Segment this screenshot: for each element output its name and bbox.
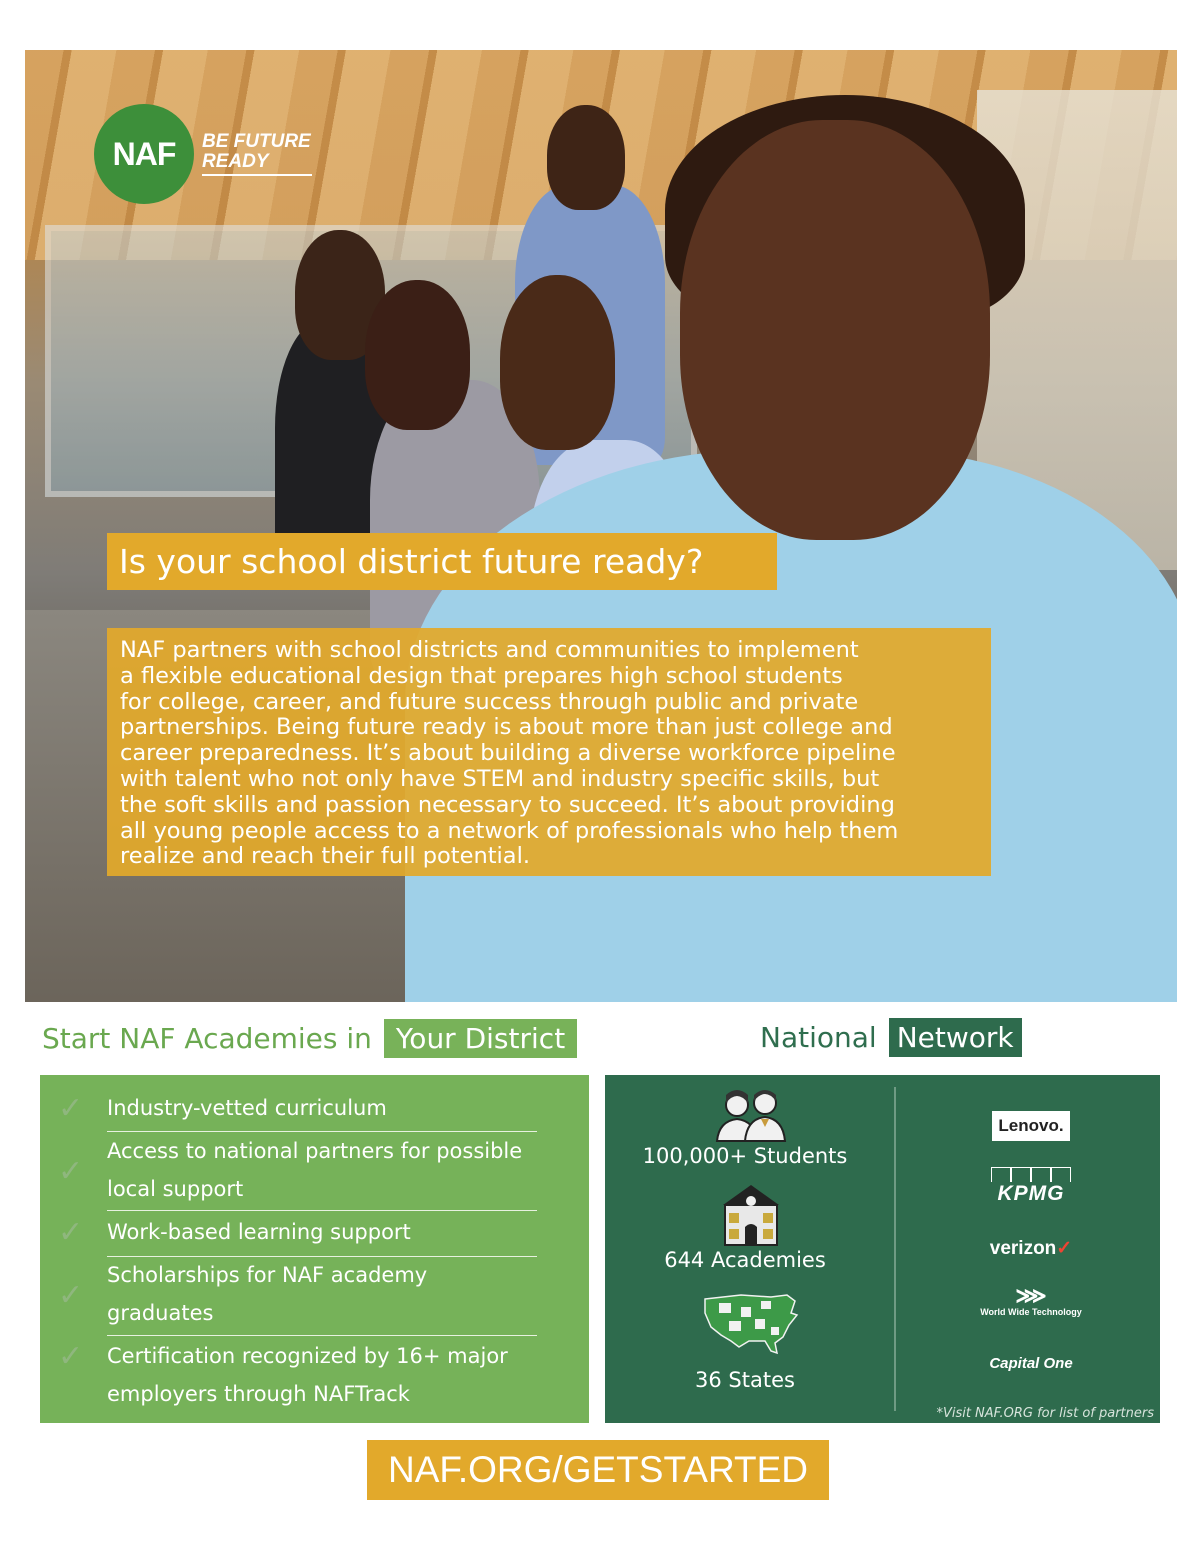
checkmark-icon: ✓ <box>58 1154 84 1189</box>
states-stat: 36 States <box>695 1368 795 1392</box>
lenovo-logo <box>951 1111 1111 1141</box>
naf-logo <box>94 104 194 204</box>
capital-one-wordmark: Capital One <box>989 1355 1073 1372</box>
wwt-mark-icon: ⋙ <box>1015 1283 1047 1308</box>
partners-footnote: *Visit NAF.ORG for list of partners <box>936 1406 1154 1421</box>
verizon-check-icon: ✓ <box>1056 1238 1073 1259</box>
benefit-label: Certification recognized by 16+ major employers through NAFTrack <box>107 1344 508 1406</box>
intro-paragraph: NAF partners with school districts and communities to implement a flexible educational design that prepares high school students for college, career, and future success through public and private partnerships. Being future ready is about more than just college and career preparedness. It’s about building a diverse workforce pipeline with talent who not only have STEM and industry specific skills, but the soft skills and passion necessary to succeed. It’s about providing all young people access to a network of professionals who help them realize and reach their full potential. <box>107 628 991 876</box>
checkmark-icon: ✓ <box>58 1215 84 1250</box>
left-section-title <box>42 1016 577 1060</box>
verizon-logo <box>951 1237 1111 1260</box>
standing-man-head <box>547 105 625 210</box>
wwt-logo <box>951 1285 1111 1317</box>
benefit-label: Access to national partners for possible local support <box>107 1139 523 1201</box>
headline: Is your school district future ready? <box>107 533 777 590</box>
benefit-label: Industry-vetted curriculum <box>107 1096 387 1120</box>
right-title-prefix: National <box>760 1020 877 1054</box>
main-student-head <box>680 120 990 540</box>
lenovo-wordmark: Lenovo. <box>992 1111 1069 1141</box>
benefit-label: Work-based learning support <box>107 1220 411 1244</box>
kpmg-wordmark: KPMG <box>997 1182 1065 1205</box>
logo-text: NAF <box>112 135 176 172</box>
benefit-label: Scholarships for NAF academy graduates <box>107 1263 428 1325</box>
right-section-title <box>760 1016 1022 1058</box>
tagline: BE FUTURE READY <box>202 132 312 176</box>
checkmark-icon: ✓ <box>58 1278 84 1313</box>
school-icon <box>715 1183 787 1247</box>
get-started-link[interactable]: NAF.ORG/GETSTARTED <box>367 1440 829 1500</box>
kpmg-logo <box>951 1167 1111 1206</box>
students-stat: 100,000+ Students <box>642 1144 848 1168</box>
student-boy-head <box>500 275 615 450</box>
academies-stat: 644 Academies <box>664 1248 826 1272</box>
kpmg-boxes <box>991 1167 1071 1182</box>
network-panel <box>605 1075 1160 1423</box>
left-title-highlight: Your District <box>384 1019 577 1058</box>
left-title-prefix: Start NAF Academies in <box>42 1021 372 1055</box>
student-girl-head <box>365 280 470 430</box>
right-title-highlight: Network <box>889 1018 1022 1057</box>
verizon-wordmark: verizon <box>989 1238 1057 1259</box>
benefits-panel <box>40 1075 589 1423</box>
divider-line <box>107 1335 537 1336</box>
checkmark-icon: ✓ <box>58 1339 84 1374</box>
panel-divider <box>894 1087 896 1411</box>
wwt-wordmark: World Wide Technology <box>980 1307 1082 1317</box>
us-map-icon <box>701 1291 801 1355</box>
checkmark-icon: ✓ <box>58 1091 84 1126</box>
capital-one-logo <box>951 1355 1111 1372</box>
students-icon <box>713 1087 789 1143</box>
divider-line <box>107 1210 537 1211</box>
